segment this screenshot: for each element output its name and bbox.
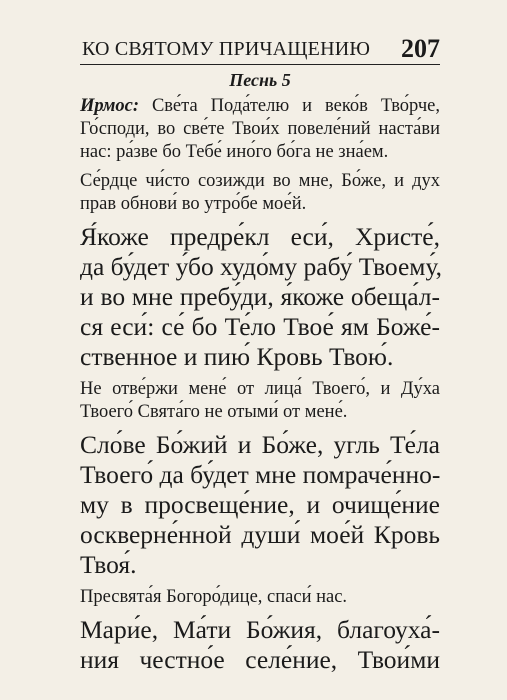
- troparion-line: Твоя́.: [80, 550, 137, 579]
- troparion-line: Мари́е, Ма́ти Бо́жия, благоуха́-: [80, 615, 440, 644]
- page-body: [80, 70, 443, 681]
- refrain-2: [80, 378, 440, 424]
- refrain-1: [80, 170, 440, 216]
- ode-heading: Песнь 5: [229, 70, 291, 90]
- refrain-line: Се́рдце чи́сто созижди во мне, Бо́же, и дух: [80, 171, 440, 191]
- troparion-line: и во мне пребу́ди, я́коже обеща́л-: [80, 282, 440, 311]
- irmos-line: Ирмос: Све́та Пода́телю и веко́в Тво́рче,: [80, 96, 440, 116]
- troparion-line: Я́коже предре́кл еси́, Христе́,: [80, 222, 440, 251]
- irmos: [80, 95, 440, 164]
- refrain-3: [80, 586, 440, 609]
- refrain-line: Не отве́ржи мене́ от лица́ Твоего́, и Ду́ха: [80, 379, 440, 399]
- refrain-line: Пресвята́я Богоро́дице, спаси́ нас.: [80, 587, 348, 607]
- troparion-1: [80, 222, 443, 372]
- irmos-label: Ирмос:: [80, 96, 140, 116]
- troparion-line: оскверне́нной души́ мое́й Кровь: [80, 520, 440, 549]
- troparion-line: ся еси́: се́ бо Те́ло Твое́ ям Боже́-: [80, 312, 440, 341]
- troparion-line: ственное и пию́ Кровь Твою́.: [80, 342, 394, 371]
- troparion-line: Твоего́ да бу́дет мне помраче́нно-: [80, 460, 441, 489]
- troparion-3: [80, 615, 440, 675]
- troparion-2: [80, 430, 440, 580]
- header-title: КО СВЯТОМУ ПРИЧАЩЕНИЮ: [82, 38, 371, 60]
- troparion-line: ния честно́е селе́ние, Твои́ми: [80, 645, 440, 674]
- troparion-line: му в просвеще́ние, и очище́ние: [80, 490, 440, 519]
- refrain-line: Твоего́ Свята́го не отыми́ от мене́.: [80, 402, 348, 422]
- irmos-line: Го́споди, во све́те Твои́х повеле́ний наста́ви: [80, 119, 440, 139]
- running-header: [80, 34, 440, 65]
- troparion-line: да бу́дет у́бо худо́му рабу́ Твоему́,: [80, 252, 443, 281]
- refrain-line: прав обнови́ во утро́бе мое́й.: [80, 194, 307, 214]
- irmos-line: нас: ра́зве бо Тебе́ ино́го бо́га не зна́ем.: [80, 142, 389, 162]
- page-number: 207: [401, 34, 440, 63]
- troparion-line: Сло́ве Бо́жий и Бо́же, угль Те́ла: [80, 430, 440, 459]
